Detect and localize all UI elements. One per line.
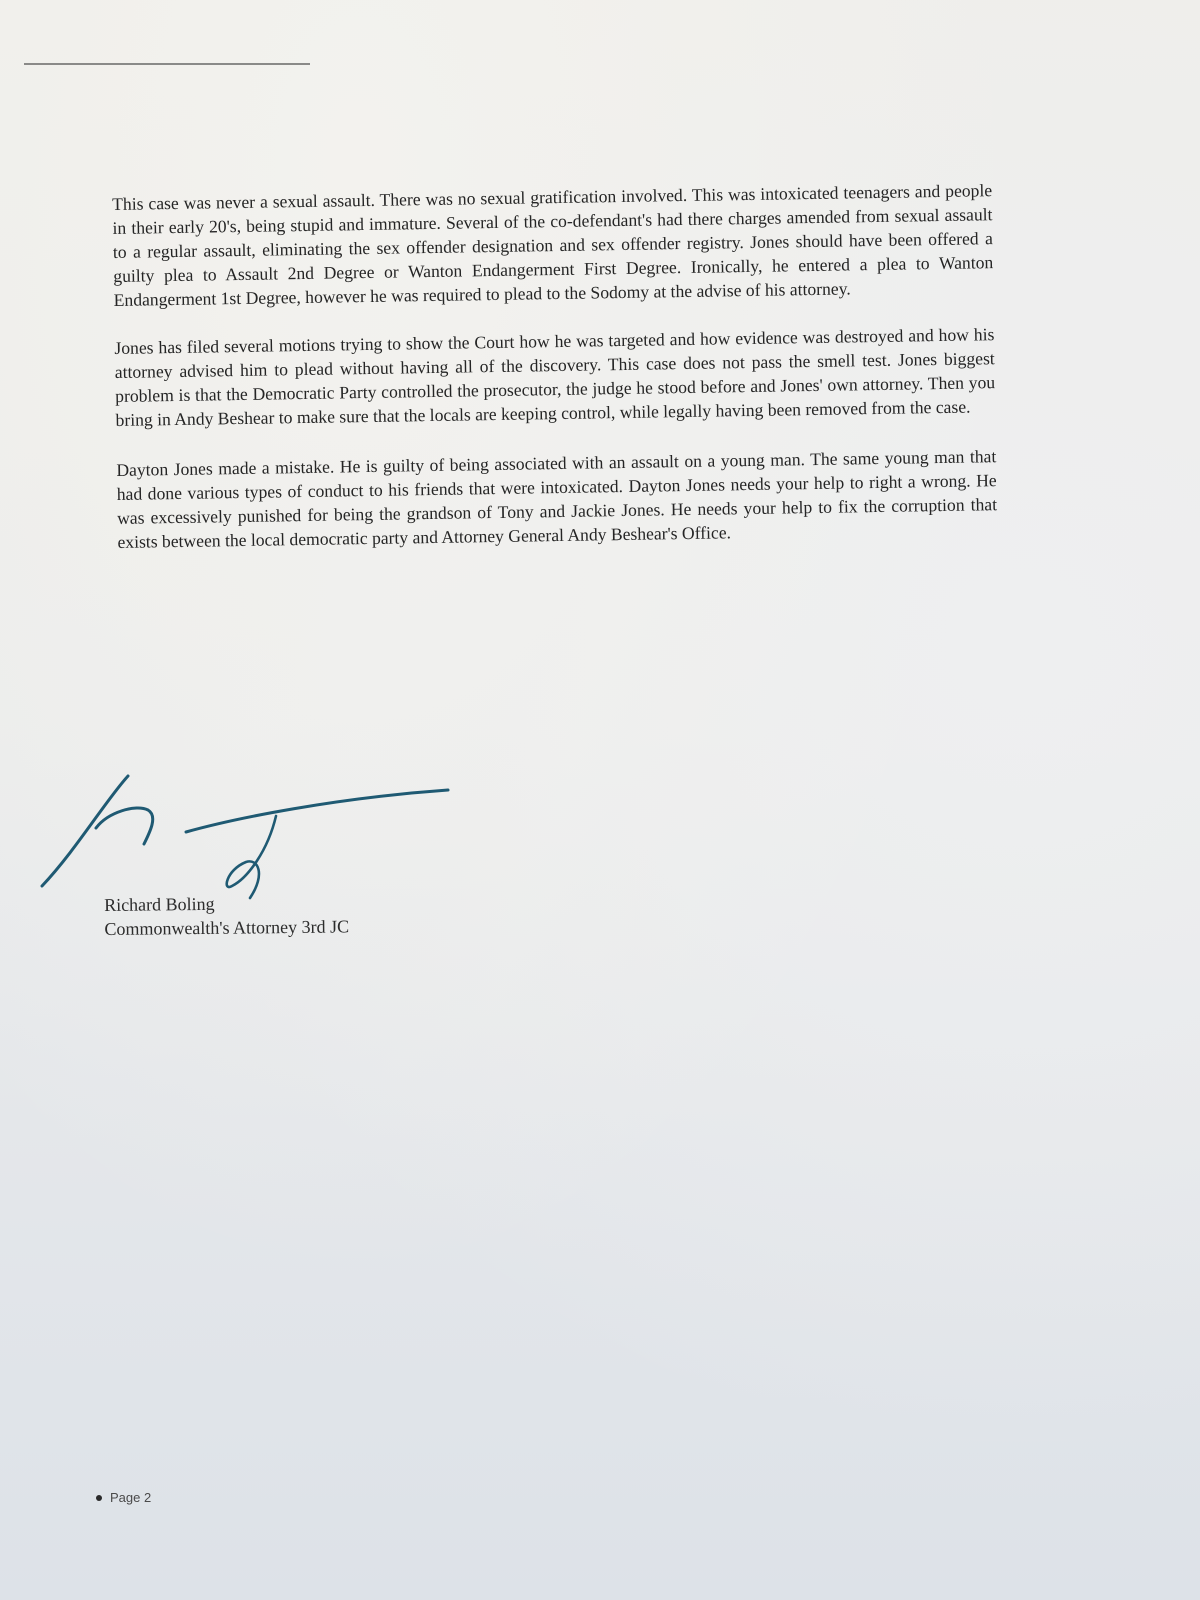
page-number: Page 2 xyxy=(110,1490,152,1505)
paragraph-2: Jones has filed several motions trying to show the Court how he was targeted and how evidence was destroyed and how his attorney advised him to plead without having all of the discovery. This case does not pass the smell test. Jones biggest problem is that the Democratic Party controlled the prosecutor, the judge he stood before and Jones' own attorney. Then you bring in Andy Beshear to make sure that the locals are keeping control, while legally having been removed from the case. xyxy=(114,324,996,430)
page-footer xyxy=(96,1490,151,1505)
paragraph-1: This case was never a sexual assault. There was no sexual gratification involved. This was intoxicated teenagers and people in their early 20's, being stupid and immature. Several of the co-defendant's had there charges amended from sexual assault to a regular assault, eliminating the sex offender designation and sex offender registry. Jones should have been offered a guilty plea to Assault 2nd Degree or Wanton Endangerment First Degree. Ironically, he entered a plea to Wanton Endangerment 1st Degree, however he was required to plead to the Sodomy at the advise of his attorney. xyxy=(112,180,994,310)
signer-title: Commonwealth's Attorney 3rd JC xyxy=(104,916,350,939)
signature-block xyxy=(104,890,349,941)
signer-name: Richard Boling xyxy=(104,893,215,915)
letter-body xyxy=(112,178,998,578)
top-rule xyxy=(24,63,310,65)
bullet-icon xyxy=(96,1495,102,1501)
paragraph-3: Dayton Jones made a mistake. He is guilty of being associated with an assault on a young man. The same young man that had done various types of conduct to his friends that were intoxicated. Dayton Jones needs your help to right a wrong. He was excessively punished for being the grandson of Tony and Jackie Jones. He needs your help to fix the corruption that exists between the local democratic party and Attorney General Andy Beshear's Office. xyxy=(116,446,998,552)
